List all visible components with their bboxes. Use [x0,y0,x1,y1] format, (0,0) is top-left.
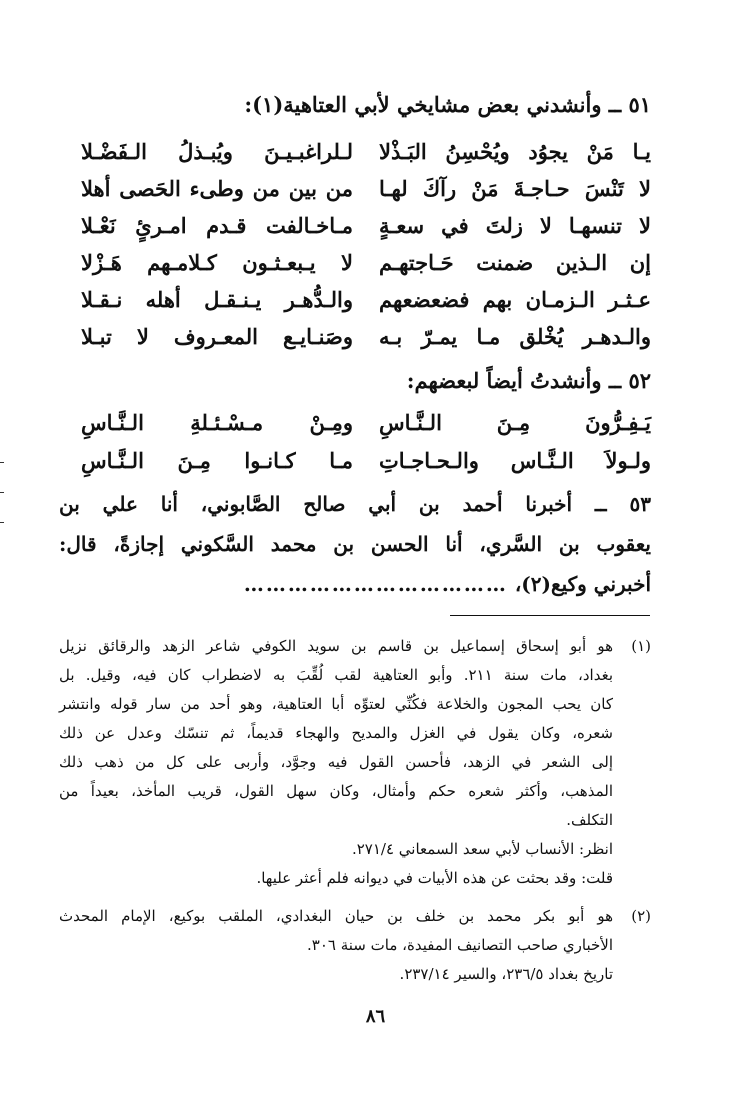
entry-53-last-line [59,564,651,604]
entry-53-line: ٥٣ ــ أخبرنا أحمد بن أبي صالح الصَّابوني، أنا علي بن [59,492,651,516]
verse-second-hemistich: مـا كـانـوا مِـنَ الـنَّـاسِ [81,447,353,473]
footnote-2 [59,902,651,989]
ellipsis: ……………………………… [243,572,508,596]
entry-53-line: أخبرني وكيع(٢)، [514,572,651,596]
verse-first-hemistich: ولـولاَ الـنَّـاس والـحـاجـاتِ [379,447,651,473]
footnote-line: كان يحب المجون والخلاعة فكُنِّي لعتوِّه أبا العتاهية، وهو أحد من سار قوله وانتشر [59,695,613,713]
footnote-reference: انظر: الأنساب لأبي سعد السمعاني ٢٧١/٤. [351,840,613,858]
verse-first-hemistich: إن الـذين ضمنت حَـاجتهـم [379,249,651,275]
entry-52-heading: ٥٢ ــ وأنشدتُ أيضاً لبعضهم: [406,368,651,393]
footnote-number: (٢) [631,907,651,925]
footnote-line: هو أبو بكر محمد بن خلف بن حيان البغدادي، الملقب بوكيع، الإمام المحدث [59,907,613,925]
entry-53-text [59,484,651,604]
footnote-line: الأخباري صاحب التصانيف المفيدة، مات سنة ٣٠٦. [307,936,613,954]
verse-row [81,282,651,316]
verse-first-hemistich: يَـفِـرُّونَ مِـنَ الـنَّـاسِ [379,409,651,435]
verse-row [81,208,651,242]
scan-edge-mark [0,462,4,463]
verse-first-hemistich: والـدهـر يُخْلق مـا يمـرّ بـه [379,323,651,349]
footnote-line: المذهب، وأكثر شعره حكم وأمثال، وكان سهل القول، قريب المأخذ، بعيداً من [59,782,613,800]
verse-first-hemistich: لا تنسهـا لا زلتَ في سعـةٍ [379,212,651,238]
verse-first-hemistich: عـثـر الـزمـان بهم فضعضعهم [379,286,651,312]
footnote-1 [59,632,651,893]
footnote-reference: تاريخ بغداد ٢٣٦/٥، والسير ٢٣٧/١٤. [399,965,613,983]
verse-row [81,405,651,439]
verse-first-hemistich: يـا مَنْ يجوُد ويُحْسِنُ البَـذْلا [379,138,651,164]
footnote-number: (١) [631,637,651,655]
verse-second-hemistich: والـدُّهـر يـنـقـل أهله نـقـلا [81,286,353,312]
footnote-line: هو أبو إسحاق إسماعيل بن قاسم بن سويد الكوفي شاعر الزهد والرقائق نزيل [59,637,613,655]
scan-edge-mark [0,522,4,523]
verse-second-hemistich: لا يـبعـثـون كـلامـهم هَـزْلا [81,249,353,275]
footnote-line: التكلف. [566,811,613,829]
scan-edge-mark [0,492,4,493]
verse-first-hemistich: لا تَنْسَ حـاجـةَ مَنْ رآكَ لهـا [379,175,651,201]
verse-row [81,245,651,279]
verse-row [81,134,651,168]
verse-second-hemistich: وصَنـايـع المعـروف لا تبـلا [81,323,353,349]
footnote-line: بغداد، مات سنة ٢١١. وأبو العتاهية لقب لُقِّبَ به لاضطراب كان فيه، وقيل. بل [59,666,613,684]
verse-row [81,443,651,477]
page-number: ٨٦ [365,1006,386,1027]
verse-row [81,171,651,205]
footnote-line: شعره، وكان يقول في الغزل والمديح والهجاء قديماً، ثم تنسّك وعدل عن ذلك [59,724,613,742]
entry-51-heading: ٥١ ــ وأنشدني بعض مشايخي لأبي العتاهية(١): [244,92,651,117]
verse-second-hemistich: لـلراغبـيـنَ ويُبـذلُ الـفَضْـلا [81,138,353,164]
footnote-note: قلت: وقد بحثت عن هذه الأبيات في ديوانه فلم أعثر عليها. [256,869,613,887]
footnote-line: إلى الشعر في الزهد، فأحسن القول فيه وجوَّد، وأربى على كل من ذهب ذلك [59,753,613,771]
verse-row [81,319,651,353]
verse-second-hemistich: مـاخـالفت قـدم امـرئٍ نَعْـلا [81,212,353,238]
verse-second-hemistich: ومِـنْ مـسْـئـلةِ الـنَّـاسِ [81,409,353,435]
entry-53-line: يعقوب بن السَّري، أنا الحسن بن محمد السَّكوني إجازةً، قال: [59,532,651,556]
footnote-separator [450,615,650,616]
verse-second-hemistich: من بين من وطىء الحَصى أهلا [81,175,353,201]
